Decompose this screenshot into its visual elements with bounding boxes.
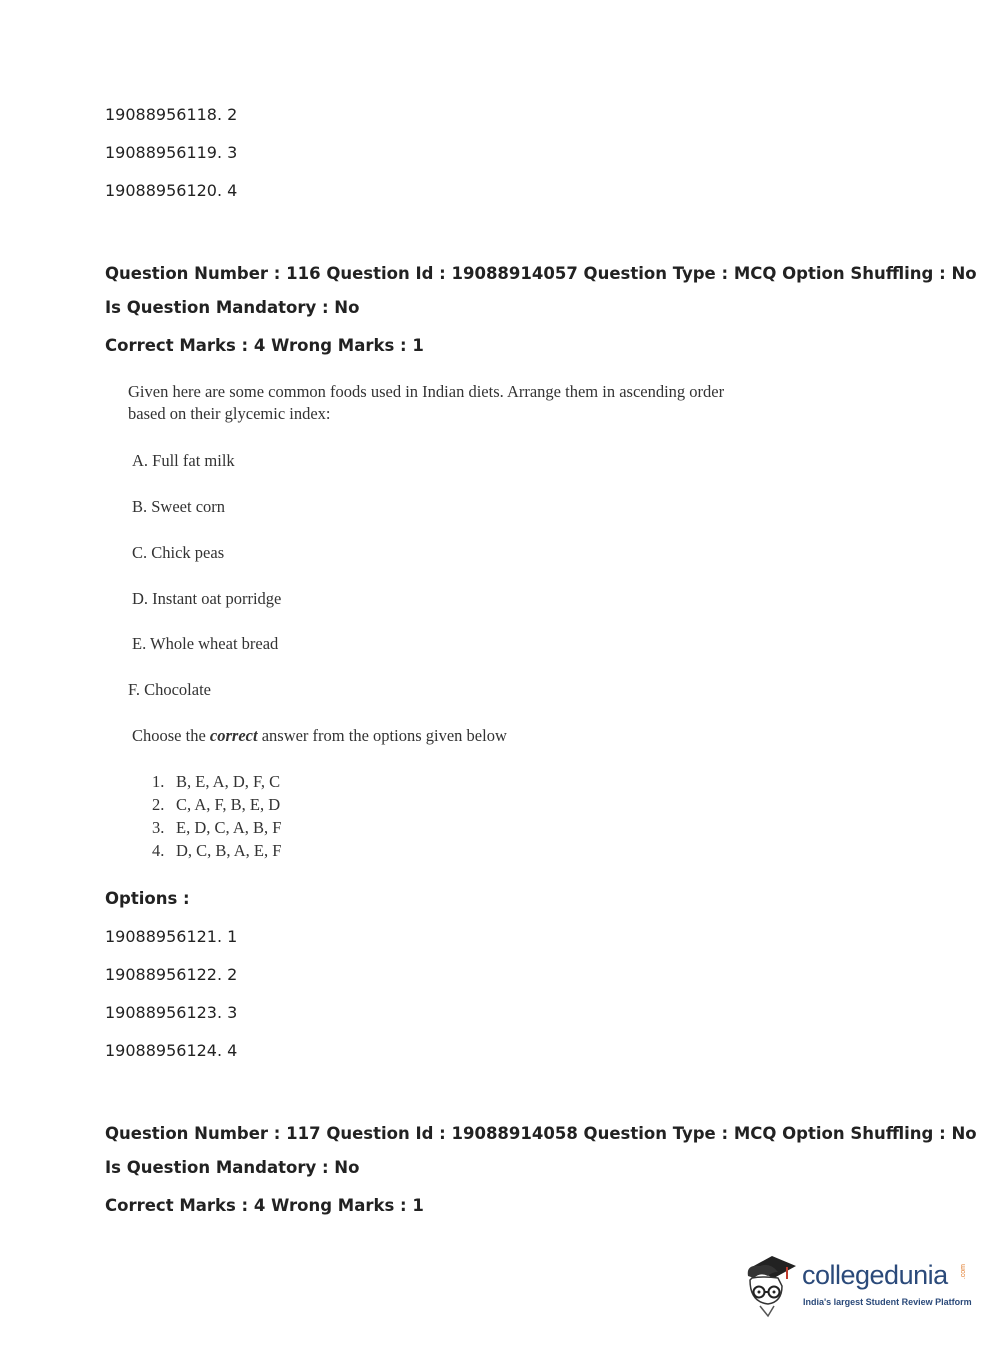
choice-text: C, A, F, B, E, D — [176, 795, 281, 814]
instruction-text — [132, 725, 507, 747]
answer-choice — [152, 771, 280, 793]
answer-choice — [152, 817, 281, 839]
food-item: F. Chocolate — [128, 680, 211, 699]
question-marks: Correct Marks : 4 Wrong Marks : 1 — [105, 336, 424, 355]
instruction-post: answer from the options given below — [257, 726, 507, 745]
option-line: 19088956121. 1 — [105, 927, 238, 946]
option-line: 19088956120. 4 — [105, 181, 238, 200]
choice-number: 4. — [152, 841, 165, 860]
instruction-emphasis: correct — [209, 726, 258, 745]
food-item: A. Full fat milk — [132, 451, 235, 470]
option-line: 19088956122. 2 — [105, 965, 238, 984]
choice-number: 1. — [152, 772, 165, 791]
question-header: Question Number : 117 Question Id : 19088914058 Question Type : MCQ Option Shuffling : No — [105, 1124, 977, 1143]
option-line: 19088956118. 2 — [105, 105, 238, 124]
question-mandatory: Is Question Mandatory : No — [105, 1158, 360, 1177]
question-stem-line: based on their glycemic index: — [128, 404, 331, 423]
choice-number: 2. — [152, 795, 165, 814]
logo-tagline: India's largest Student Review Platform — [803, 1297, 972, 1307]
question-marks: Correct Marks : 4 Wrong Marks : 1 — [105, 1196, 424, 1215]
question-mandatory: Is Question Mandatory : No — [105, 298, 360, 317]
choice-number: 3. — [152, 818, 165, 837]
question-header: Question Number : 116 Question Id : 19088914057 Question Type : MCQ Option Shuffling : No — [105, 264, 977, 283]
food-item: D. Instant oat porridge — [132, 589, 282, 608]
question-stem-line: Given here are some common foods used in Indian diets. Arrange them in ascending order — [128, 382, 725, 401]
food-item: B. Sweet corn — [132, 497, 226, 516]
food-item: E. Whole wheat bread — [132, 634, 279, 653]
student-mascot-icon — [742, 1250, 802, 1320]
option-line: 19088956124. 4 — [105, 1041, 238, 1060]
option-line: 19088956123. 3 — [105, 1003, 238, 1022]
instruction-pre: Choose the — [132, 726, 210, 745]
answer-choice — [152, 840, 281, 862]
logo-brand: collegedunia — [802, 1260, 948, 1290]
choice-text: E, D, C, A, B, F — [176, 818, 282, 837]
collegedunia-logo — [742, 1250, 972, 1320]
food-item: C. Chick peas — [132, 543, 225, 562]
answer-choice — [152, 794, 280, 816]
options-label: Options : — [105, 889, 190, 908]
choice-text: B, E, A, D, F, C — [176, 772, 281, 791]
choice-text: D, C, B, A, E, F — [176, 841, 282, 860]
option-line: 19088956119. 3 — [105, 143, 238, 162]
logo-com: .com — [960, 1264, 967, 1280]
